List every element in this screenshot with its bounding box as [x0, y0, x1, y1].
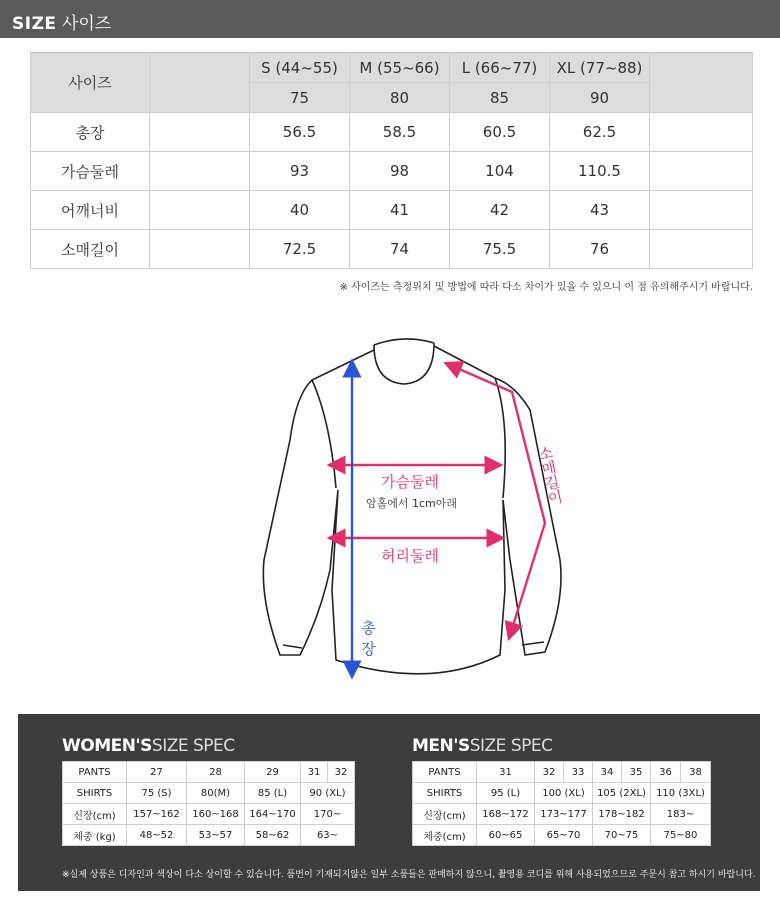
- table-cell: 90 (XL): [301, 783, 355, 804]
- table-cell: 157~162: [127, 804, 187, 825]
- table-cell: 93: [250, 152, 350, 191]
- table-cell: 35: [622, 762, 651, 783]
- men-spec-title: [412, 736, 552, 756]
- women-title-rest: SIZE SPEC: [151, 736, 235, 756]
- men-spec-table: [412, 761, 711, 846]
- size-table: [30, 52, 753, 269]
- table-cell: 58~62: [245, 825, 301, 846]
- row-label: PANTS: [63, 762, 127, 783]
- table-row: [413, 783, 711, 804]
- size-sub-header: 75: [250, 83, 350, 113]
- empty-cell: [650, 191, 753, 230]
- row-label: 신장(cm): [413, 804, 477, 825]
- table-row: [31, 230, 753, 269]
- section-header: [0, 0, 780, 38]
- empty-cell: [650, 53, 753, 113]
- chest-sublabel: 암홀에서 1cm아래: [366, 497, 458, 510]
- row-label: 가슴둘레: [31, 152, 150, 191]
- table-row: [31, 152, 753, 191]
- size-header-row: [31, 53, 753, 83]
- table-row: [63, 762, 355, 783]
- table-row: [63, 825, 355, 846]
- empty-cell: [650, 152, 753, 191]
- women-spec-table: [62, 761, 355, 846]
- empty-cell: [650, 230, 753, 269]
- table-cell: 75.5: [450, 230, 550, 269]
- table-row: [31, 191, 753, 230]
- table-cell: 65~70: [535, 825, 593, 846]
- table-cell: 56.5: [250, 113, 350, 152]
- sleeve-label: 소매길이: [534, 443, 566, 507]
- table-row: [31, 113, 753, 152]
- table-cell: 58.5: [350, 113, 450, 152]
- table-cell: 168~172: [477, 804, 535, 825]
- chest-label: 가슴둘레: [381, 473, 439, 491]
- table-cell: 76: [550, 230, 650, 269]
- table-cell: 85 (L): [245, 783, 301, 804]
- row-label: 총장: [31, 113, 150, 152]
- size-sub-header: 85: [450, 83, 550, 113]
- table-cell: 72.5: [250, 230, 350, 269]
- table-cell: 105 (2XL): [593, 783, 651, 804]
- table-cell: 164~170: [245, 804, 301, 825]
- table-cell: 32: [328, 762, 355, 783]
- table-cell: 31: [301, 762, 328, 783]
- table-cell: 27: [127, 762, 187, 783]
- section-title: [12, 9, 111, 34]
- table-cell: 183~: [651, 804, 711, 825]
- empty-cell: [150, 191, 250, 230]
- row-label: 소매길이: [31, 230, 150, 269]
- row-label: SHIRTS: [63, 783, 127, 804]
- row-label: 체중 (kg): [63, 825, 127, 846]
- empty-cell: [150, 230, 250, 269]
- table-cell: 36: [651, 762, 681, 783]
- size-col-header: XL (77~88): [550, 53, 650, 83]
- waist-label: 허리둘레: [381, 547, 439, 565]
- table-cell: 34: [593, 762, 622, 783]
- table-cell: 28: [187, 762, 245, 783]
- table-cell: 98: [350, 152, 450, 191]
- table-cell: 110 (3XL): [651, 783, 711, 804]
- men-title-rest: SIZE SPEC: [469, 736, 553, 756]
- table-cell: 60.5: [450, 113, 550, 152]
- table-cell: 62.5: [550, 113, 650, 152]
- table-row: [413, 825, 711, 846]
- women-spec-title: [62, 736, 235, 756]
- spec-footnote: ※실제 상품은 디자인과 색상이 다소 상이할 수 있습니다. 품번이 기재되지않은 일부 소품들은 판매하지 않으니, 촬영용 코디를 위해 사용되었으므로 주문시 참고 하시기 바랍니다.: [62, 870, 756, 880]
- table-row: [63, 804, 355, 825]
- size-col-header: M (55~66): [350, 53, 450, 83]
- women-title-bold: WOMEN'S: [62, 736, 152, 756]
- empty-cell: [650, 113, 753, 152]
- row-label: 신장(cm): [63, 804, 127, 825]
- empty-cell: [150, 53, 250, 113]
- size-spec-panel: [18, 714, 760, 891]
- table-cell: 100 (XL): [535, 783, 593, 804]
- table-cell: 95 (L): [477, 783, 535, 804]
- section-title-ko: 사이즈: [61, 14, 112, 34]
- row-label: SHIRTS: [413, 783, 477, 804]
- table-row: [413, 762, 711, 783]
- length-label: 총장: [359, 620, 377, 662]
- size-col-header: L (66~77): [450, 53, 550, 83]
- table-cell: 53~57: [187, 825, 245, 846]
- size-corner-label: 사이즈: [31, 53, 150, 113]
- table-cell: 70~75: [593, 825, 651, 846]
- table-cell: 75~80: [651, 825, 711, 846]
- empty-cell: [150, 152, 250, 191]
- table-cell: 48~52: [127, 825, 187, 846]
- row-label: 체중(cm): [413, 825, 477, 846]
- size-sub-header: 90: [550, 83, 650, 113]
- table-cell: 104: [450, 152, 550, 191]
- table-cell: 178~182: [593, 804, 651, 825]
- size-note: ※ 사이즈는 측정위치 및 방법에 따라 다소 차이가 있을 수 있으니 이 점 유의해주시기 바랍니다.: [339, 282, 753, 293]
- table-row: [413, 804, 711, 825]
- table-cell: 40: [250, 191, 350, 230]
- table-cell: 42: [450, 191, 550, 230]
- row-label: 어깨너비: [31, 191, 150, 230]
- table-row: [63, 783, 355, 804]
- table-cell: 32: [535, 762, 564, 783]
- table-cell: 75 (S): [127, 783, 187, 804]
- table-cell: 38: [681, 762, 711, 783]
- table-cell: 173~177: [535, 804, 593, 825]
- table-cell: 63~: [301, 825, 355, 846]
- size-col-header: S (44~55): [250, 53, 350, 83]
- table-cell: 74: [350, 230, 450, 269]
- size-sub-header: 80: [350, 83, 450, 113]
- table-cell: 110.5: [550, 152, 650, 191]
- section-title-en: SIZE: [12, 14, 57, 34]
- table-cell: 33: [564, 762, 593, 783]
- table-cell: 41: [350, 191, 450, 230]
- row-label: PANTS: [413, 762, 477, 783]
- sleeve-arrow: [452, 366, 545, 632]
- table-cell: 160~168: [187, 804, 245, 825]
- table-cell: 170~: [301, 804, 355, 825]
- table-cell: 43: [550, 191, 650, 230]
- table-cell: 31: [477, 762, 535, 783]
- table-cell: 29: [245, 762, 301, 783]
- table-cell: 60~65: [477, 825, 535, 846]
- table-cell: 80(M): [187, 783, 245, 804]
- men-title-bold: MEN'S: [412, 736, 470, 756]
- empty-cell: [150, 113, 250, 152]
